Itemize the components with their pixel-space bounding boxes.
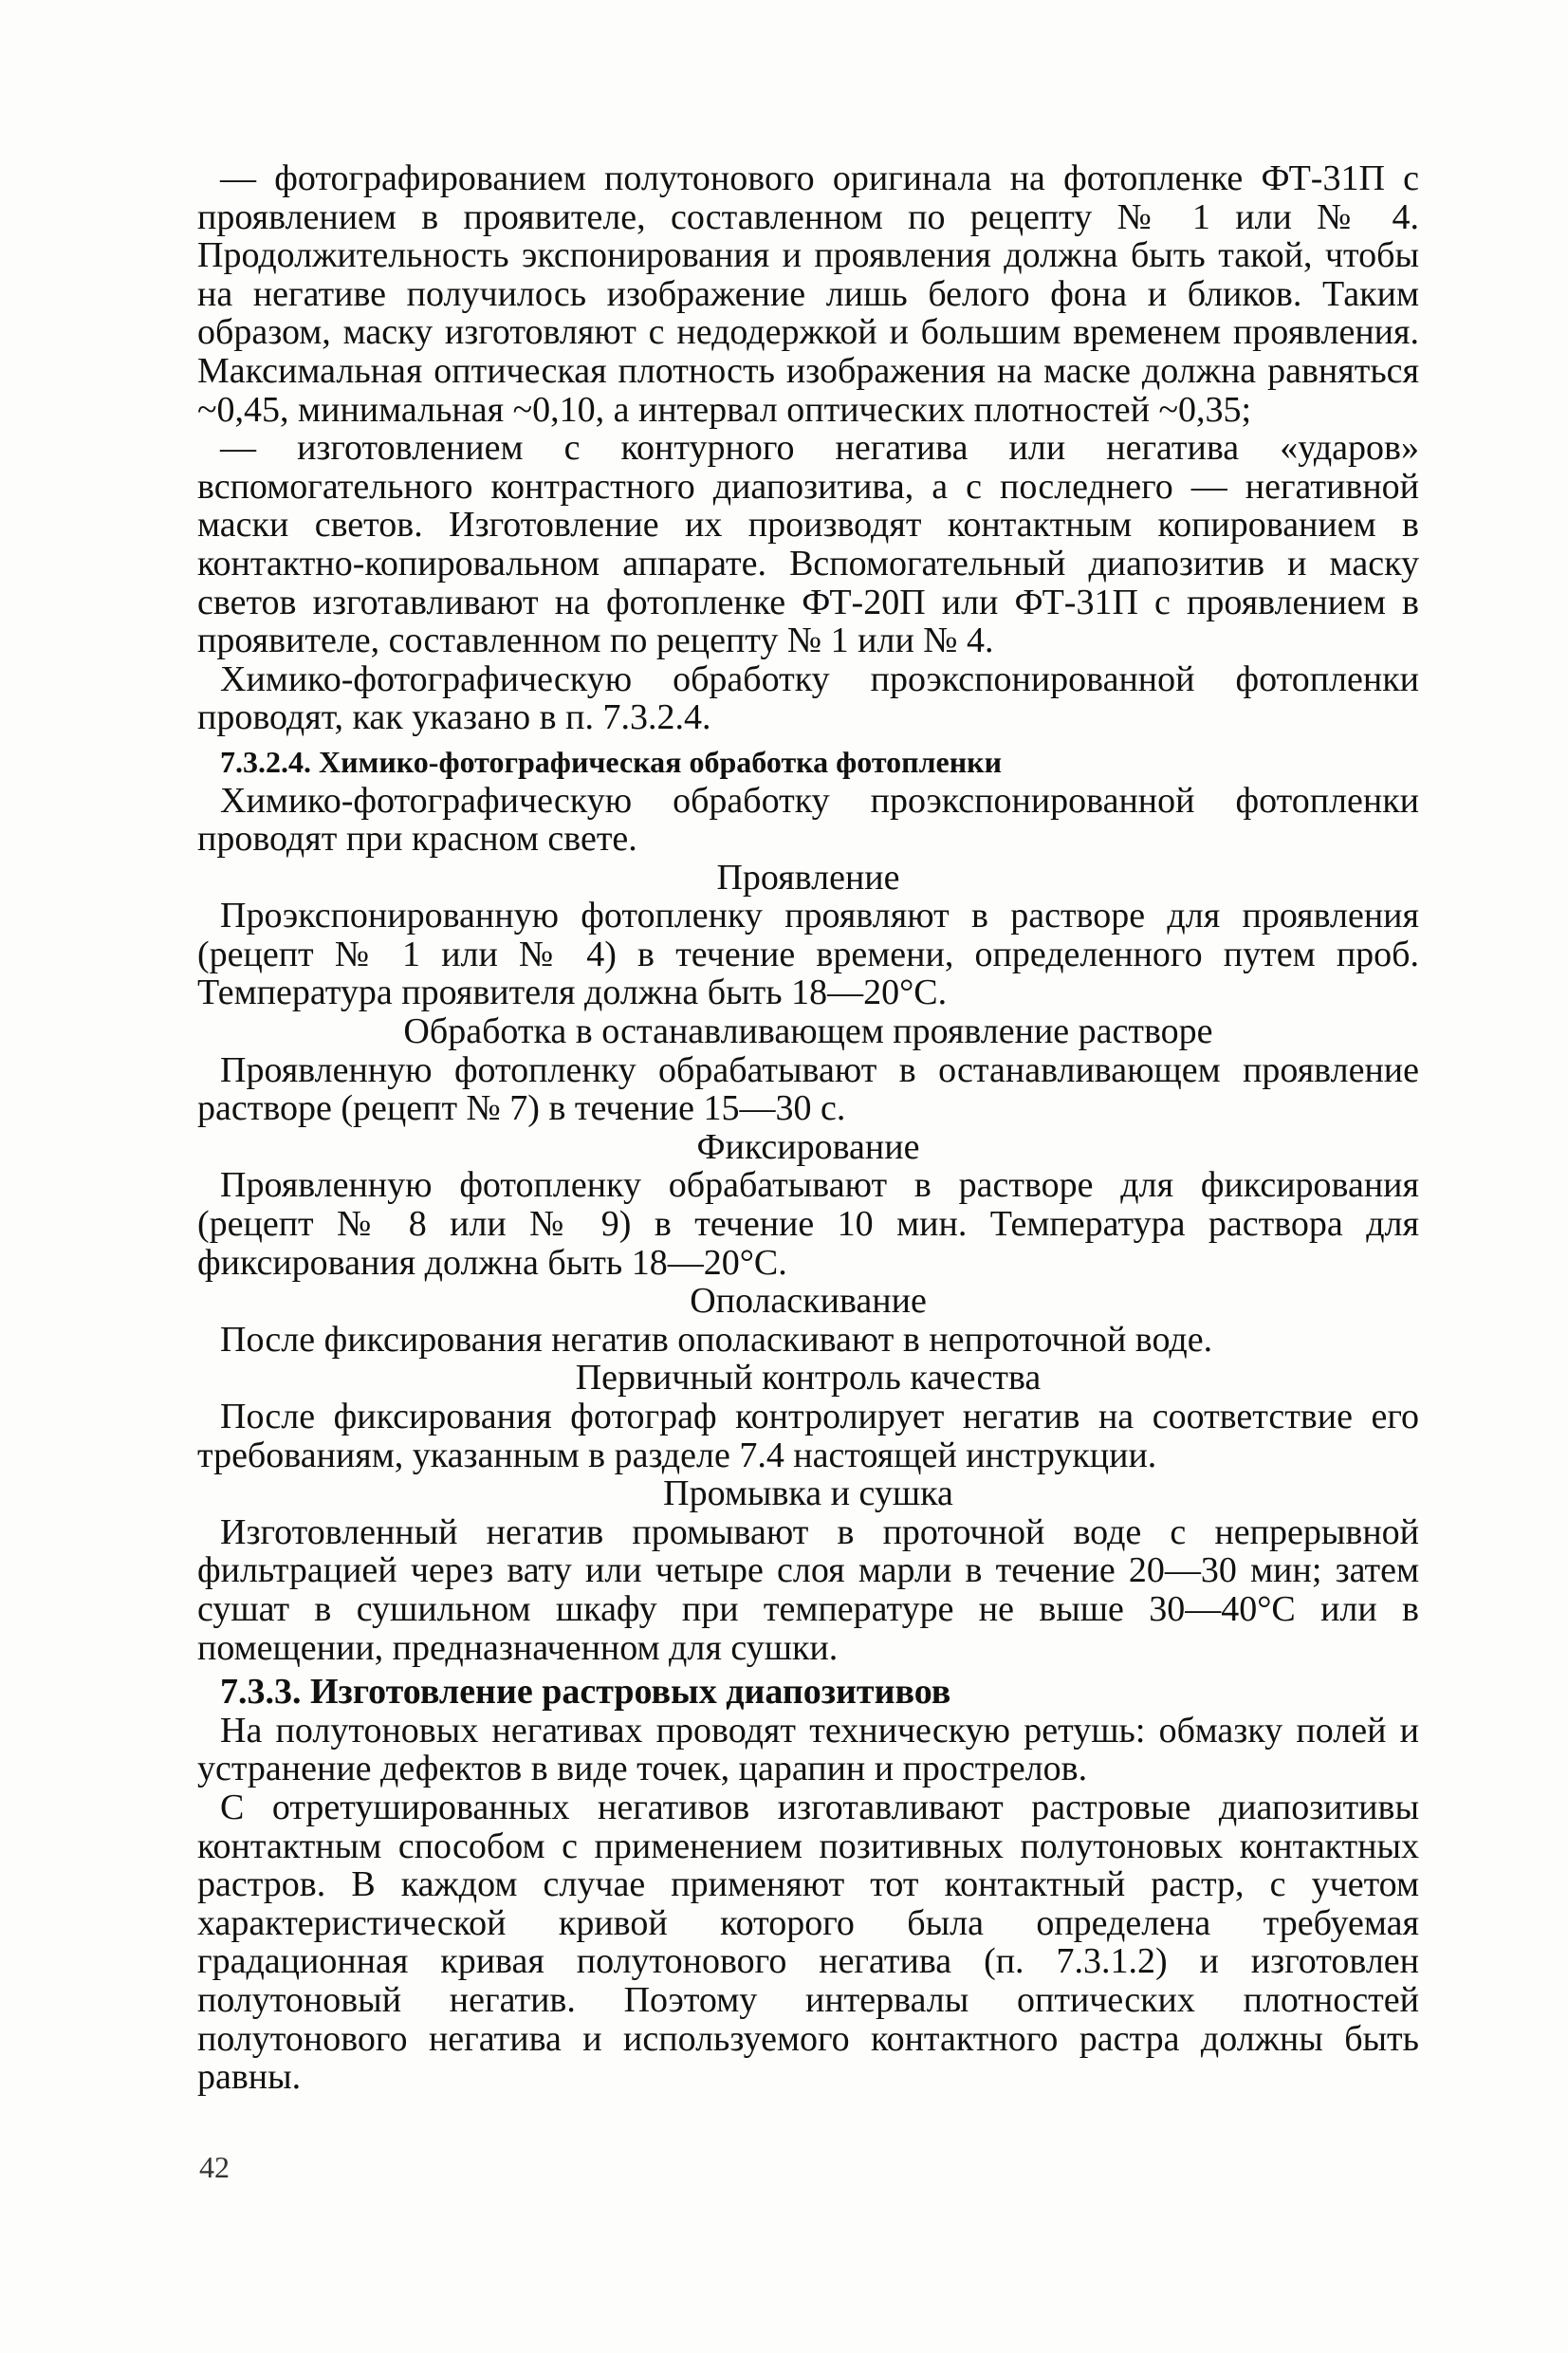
subheading-washing-drying: Промывка и сушка: [663, 1473, 953, 1514]
paragraph-washing-drying: Изготовленный негатив промывают в проточной воде с непрерывной фильтрацией через вату или четыре слоя марли в течение 20—30 мин; затем сушат в сушильном шкафу при температуре не выше 30—40°С или в помещении, предназначенном для сушки.: [197, 1511, 1419, 1668]
paragraph-retouching: На полутоновых негативах проводят техническую ретушь: обмазку полей и устранение дефектов в виде точек, царапин и прострелов.: [197, 1710, 1419, 1789]
body-text: [197, 159, 1419, 2097]
subheading-quality-control: Первичный контроль качества: [575, 1358, 1042, 1399]
paragraph-screen-positives: С отретушированных негативов изготавливают растровые диапозитивы контактным способом с применением позитивных полутоновых контактных растров. В каждом случае применяют тот контактный растр, с учетом характеристической кривой которого была определена требуемая градационная кривая полутонового негатива (п. 7.3.1.2) и изготовлен полутоновый негатив. Поэтому интервалы оптических плотностей полутонового негатива и используемого контактного растра должны быть равны.: [197, 1787, 1419, 2098]
section-heading-7-3-2-4: 7.3.2.4. Химико-фотографическая обработка фотопленки: [220, 744, 1003, 779]
paragraph-contour-negative: — изготовлением с контурного негатива или негатива «ударов» вспомогательного контрастного диапозитива, а с последнего — негативной маски светов. Изготовление их производят контактным копированием в контактно-копировальном аппарате. Вспомогательный диапозитив и маску светов изготавливают на фотопленке ФТ-20П или ФТ-31П с проявлением в проявителе, составленном по рецепту № 1 или № 4.: [197, 428, 1419, 661]
section-heading-7-3-3: 7.3.3. Изготовление растровых диапозитивов: [220, 1672, 951, 1713]
subheading-fixing: Фиксирование: [696, 1126, 920, 1167]
paragraph-quality-control: После фиксирования фотограф контролирует негатив на соответствие его требованиям, указанным в разделе 7.4 настоящей инструкции.: [197, 1397, 1419, 1475]
paragraph-stop-bath: Проявленную фотопленку обрабатывают в останавливающем проявление растворе (рецепт № 7) в течение 15—30 с.: [197, 1049, 1419, 1129]
paragraph-photographing: — фотографированием полутонового оригинала на фотопленке ФТ-31П с проявлением в проявителе, составленном по рецепту № 1 или № 4. Продолжительность экспонирования и проявления должна быть такой, чтобы на негативе получилось изображение лишь белого фона и бликов. Таким образом, маску изготовляют с недодержкой и большим временем проявления. Максимальная оптическая плотность изображения на маске должна равняться ~0,45, минимальная ~0,10, а интервал оптических плотностей ~0,35;: [197, 158, 1419, 430]
page-number: 42: [199, 2150, 230, 2184]
subheading-stop-bath: Обработка в останавливающем проявление растворе: [403, 1011, 1213, 1052]
paragraph-development: Проэкспонированную фотопленку проявляют в растворе для проявления (рецепт № 1 или № 4) в течение времени, определенного путем проб. Температура проявителя должна быть 18—20°С.: [197, 896, 1419, 1013]
paragraph-fixing: Проявленную фотопленку обрабатывают в растворе для фиксирования (рецепт № 8 или № 9) в течение 10 мин. Температура раствора для фиксирования должна быть 18—20°С.: [197, 1165, 1419, 1283]
paragraph-rinsing: После фиксирования негатив ополаскивают в непроточной воде.: [220, 1319, 1213, 1360]
subheading-rinsing: Ополаскивание: [690, 1281, 927, 1322]
paragraph-chem-processing-ref: Химико-фотографическую обработку проэкспонированной фотопленки проводят, как указано в п. 7.3.2.4.: [197, 658, 1419, 738]
subheading-development: Проявление: [716, 857, 900, 898]
paragraph-red-light: Химико-фотографическую обработку проэкспонированной фотопленки проводят при красном свете.: [197, 780, 1419, 860]
